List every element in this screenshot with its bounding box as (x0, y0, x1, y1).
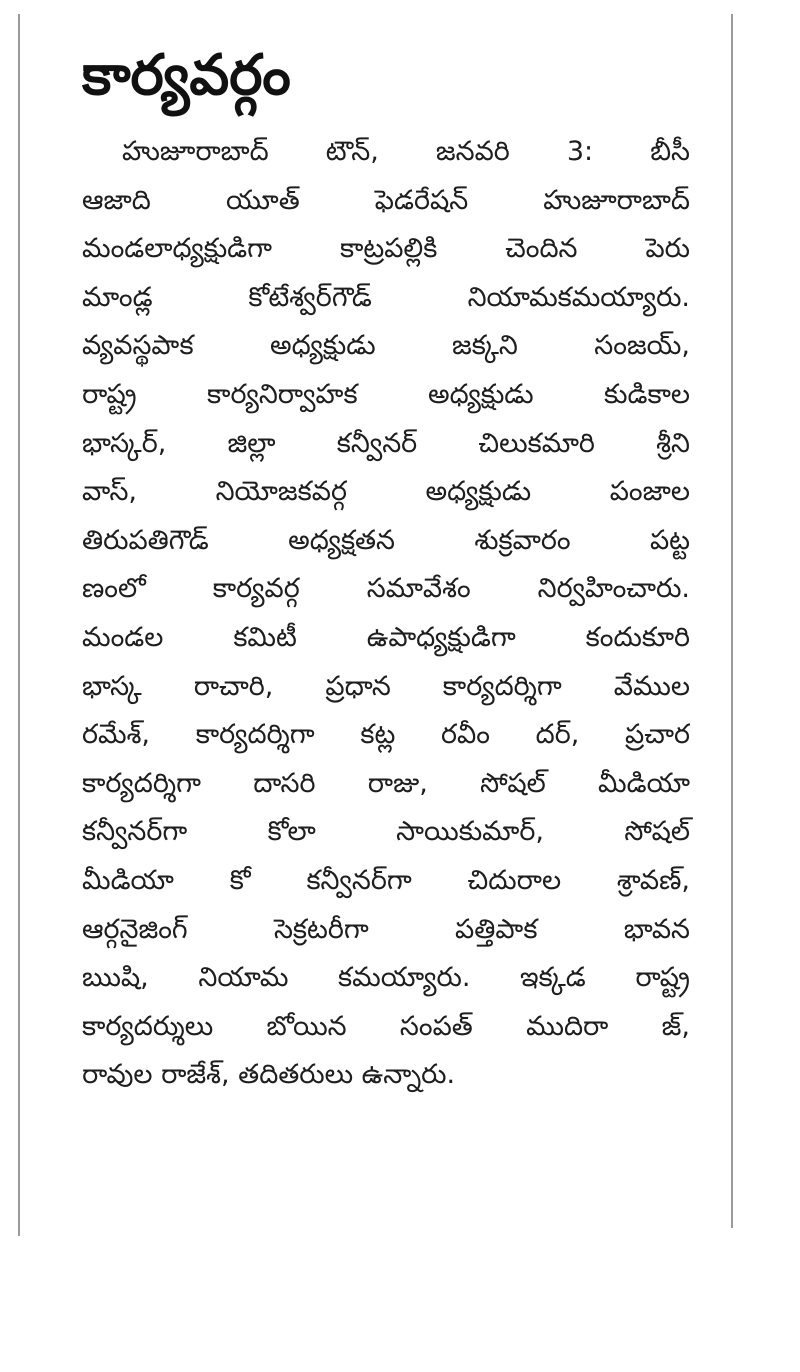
article-line: భాస్కర్, జిల్లా కన్వీనర్ చిలుకమారి శ్రీని (82, 427, 690, 459)
article-line: కార్యదర్శిగా దాసరి రాజు, సోషల్ మీడియా (82, 767, 690, 799)
article-line: వ్యవస్థపాక అధ్యక్షుడు జక్కని సంజయ్, (82, 330, 690, 362)
article-line: ఆర్గనైజింగ్ సెక్రటరీగా పత్తిపాక భావన (82, 913, 690, 945)
article-line: మండలాధ్యక్షుడిగా కాట్రపల్లికి చెందిన పెరు (82, 233, 690, 265)
article-body (82, 128, 690, 1100)
article-line: ఋషి, నియామ కమయ్యారు. ఇక్కడ రాష్ట్ర (82, 962, 690, 994)
article-line: మాండ్ల కోటేశ్వర్‌గౌడ్ నియామకమయ్యారు. (82, 281, 690, 313)
left-column-rule (18, 14, 20, 1236)
article-headline: కార్యవర్గం (82, 43, 291, 108)
article-line: హుజూరాబాద్ టౌన్, జనవరి 3: బీసీ (122, 136, 690, 167)
news-article (82, 38, 690, 1100)
article-line: తిరుపతిగౌడ్ అధ్యక్షతన శుక్రవారం పట్ట (82, 524, 690, 556)
article-line: రమేశ్, కార్యదర్శిగా కట్ల రవీం దర్, ప్రచార (82, 719, 690, 751)
article-line: భాస్క రాచారి, ప్రధాన కార్యదర్శిగా వేముల (82, 670, 690, 702)
article-line: రాష్ట్ర కార్యనిర్వాహక అధ్యక్షుడు కుడికాల (82, 378, 690, 410)
article-line: మీడియా కో కన్వీనర్‌గా చిదురాల శ్రావణ్, (82, 864, 690, 896)
article-line: ఆజాది యూత్ ఫెడరేషన్ హుజూరాబాద్ (82, 184, 690, 216)
article-line: రావుల రాజేశ్, తదితరులు ఉన్నారు. (82, 1059, 456, 1091)
article-line: మండల కమిటీ ఉపాధ్యక్షుడిగా కందుకూరి (82, 621, 690, 653)
article-line: కార్యదర్శులు బోయిన సంపత్ ముదిరా జ్, (82, 1010, 690, 1042)
article-line: కన్వీనర్‌గా కోలా సాయికుమార్, సోషల్ (82, 816, 690, 848)
article-line: వాస్, నియోజకవర్గ అధ్యక్షుడు పంజాల (82, 476, 690, 508)
right-column-rule (731, 14, 733, 1228)
article-line: ణంలో కార్యవర్గ సమావేశం నిర్వహించారు. (82, 573, 690, 605)
